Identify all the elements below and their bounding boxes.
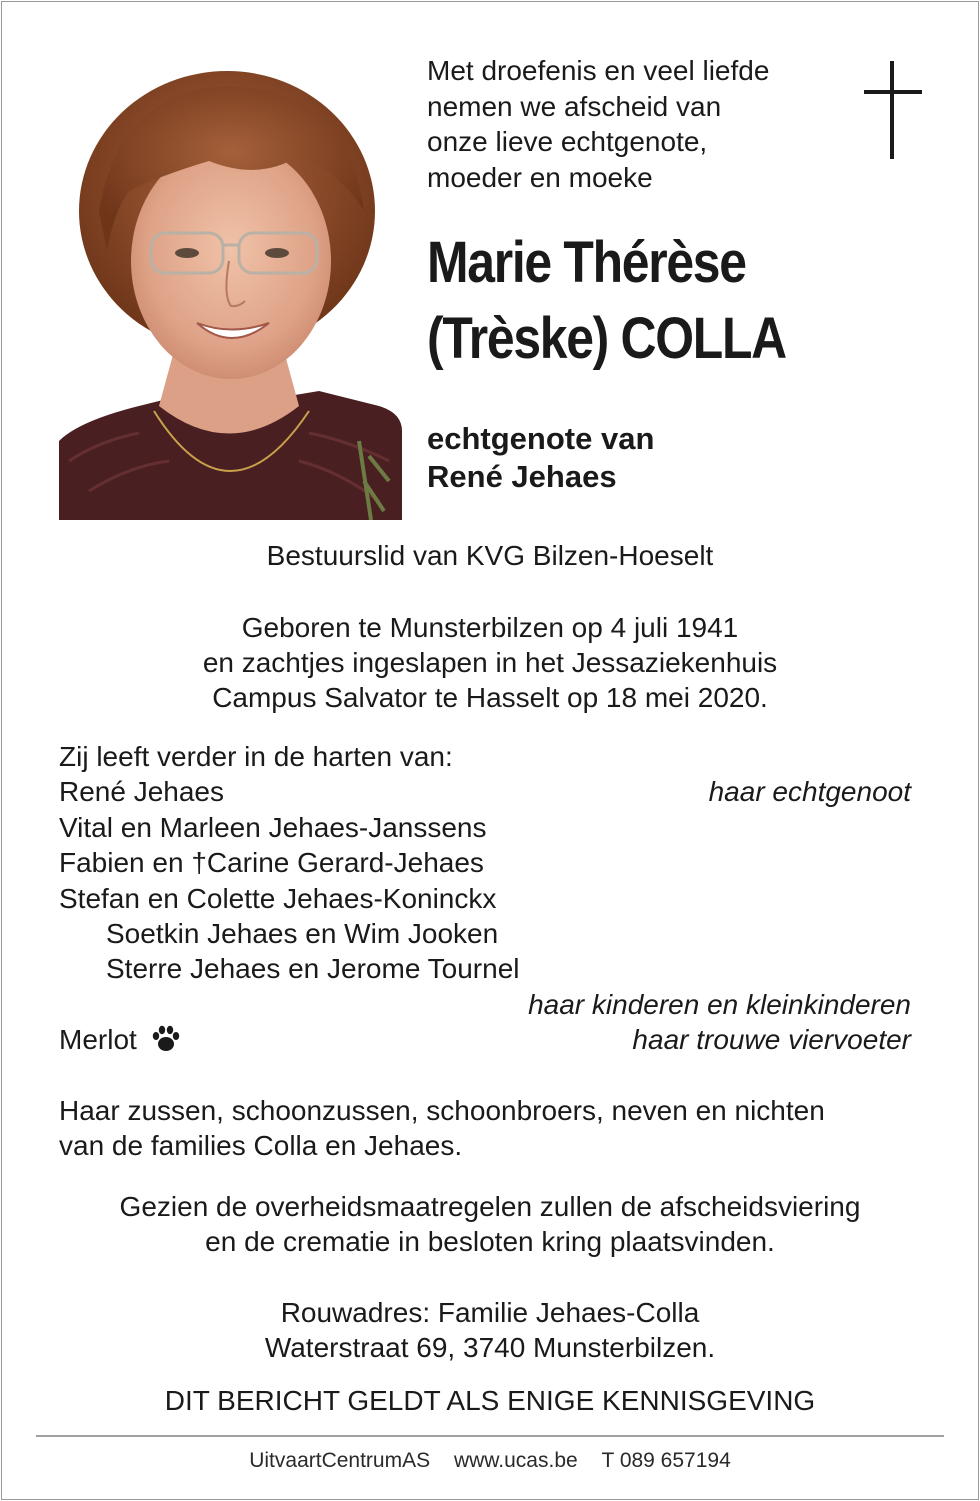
child-name: Vital en Marleen Jehaes-Janssens [59,811,487,843]
intro-line: Met droefenis en veel liefde [427,55,770,86]
footer-divider [36,1435,944,1437]
birth-death-line: Campus Salvator te Hasselt op 18 mei 2020. [212,682,768,713]
survivor-child [59,845,911,880]
family-line: Haar zussen, schoonzussen, schoonbroers, neven en nichten [59,1095,825,1126]
intro-line: moeder en moeke [427,161,653,193]
portrait-photo [59,61,402,520]
survivors-heading: Zij leeft verder in de harten van: [59,741,453,772]
footer-phone: T 089 657194 [601,1449,731,1472]
survivor-pet [59,1022,911,1057]
role-line: Bestuurslid van KVG Bilzen-Hoeselt [266,540,714,571]
name-line-2: (Trèske) COLLA [427,306,786,371]
footer [0,1447,980,1475]
pet-relation: haar trouwe viervoeter [632,1024,911,1056]
address-line: Rouwadres: Familie Jehaes-Colla [280,1297,700,1328]
cross-icon [864,61,922,159]
ceremony-text [0,1189,980,1259]
role-text [0,538,980,573]
survivor-grandchild [59,951,911,986]
pet-name: Merlot [59,1024,137,1056]
spouse-line-2: René Jehaes [427,459,617,494]
family-text [59,1093,825,1163]
birth-death-text [0,610,980,715]
survivor-child [59,881,911,916]
address-line: Waterstraat 69, 3740 Munsterbilzen. [264,1332,716,1363]
ceremony-line: Gezien de overheidsmaatregelen zullen de afscheidsviering [119,1191,861,1222]
husband-relation: haar echtgenoot [708,776,911,808]
intro-line: nemen we afscheid van [427,90,722,122]
name-line-1: Marie Thérèse [427,230,746,295]
children-relation: haar kinderen en kleinkinderen [528,988,911,1020]
birth-death-line: en zachtjes ingeslapen in het Jessaziekenhuis [202,647,778,678]
grandchild-name: Soetkin Jehaes en Wim Jooken [106,917,499,949]
deceased-name [427,225,786,377]
survivor-grandchild [59,916,911,951]
ceremony-line: en de crematie in besloten kring plaatsvinden. [205,1226,775,1257]
spouse-info [427,420,654,496]
footer-website[interactable]: www.ucas.be [453,1449,578,1472]
husband-name: René Jehaes [59,776,225,808]
grandchild-name: Sterre Jehaes en Jerome Tournel [106,953,520,985]
paw-icon [151,1025,181,1053]
survivor-child [59,810,911,845]
child-name: Stefan en Colette Jehaes-Koninckx [59,882,497,914]
intro-text [427,53,769,195]
intro-line: onze lieve echtgenote, [427,126,708,157]
survivor-husband [59,774,911,809]
survivors-list [59,739,911,1058]
birth-death-line: Geboren te Munsterbilzen op 4 juli 1941 [241,612,739,643]
footer-company: UitvaartCentrumAS [249,1449,431,1472]
family-line: van de families Colla en Jehaes. [59,1130,463,1161]
address-text [0,1295,980,1365]
notice-text [0,1383,980,1418]
child-name: Fabien en †Carine Gerard-Jehaes [59,847,484,879]
spouse-line-1: echtgenote van [427,421,655,456]
notice-line: DIT BERICHT GELDT ALS ENIGE KENNISGEVING [164,1385,816,1416]
